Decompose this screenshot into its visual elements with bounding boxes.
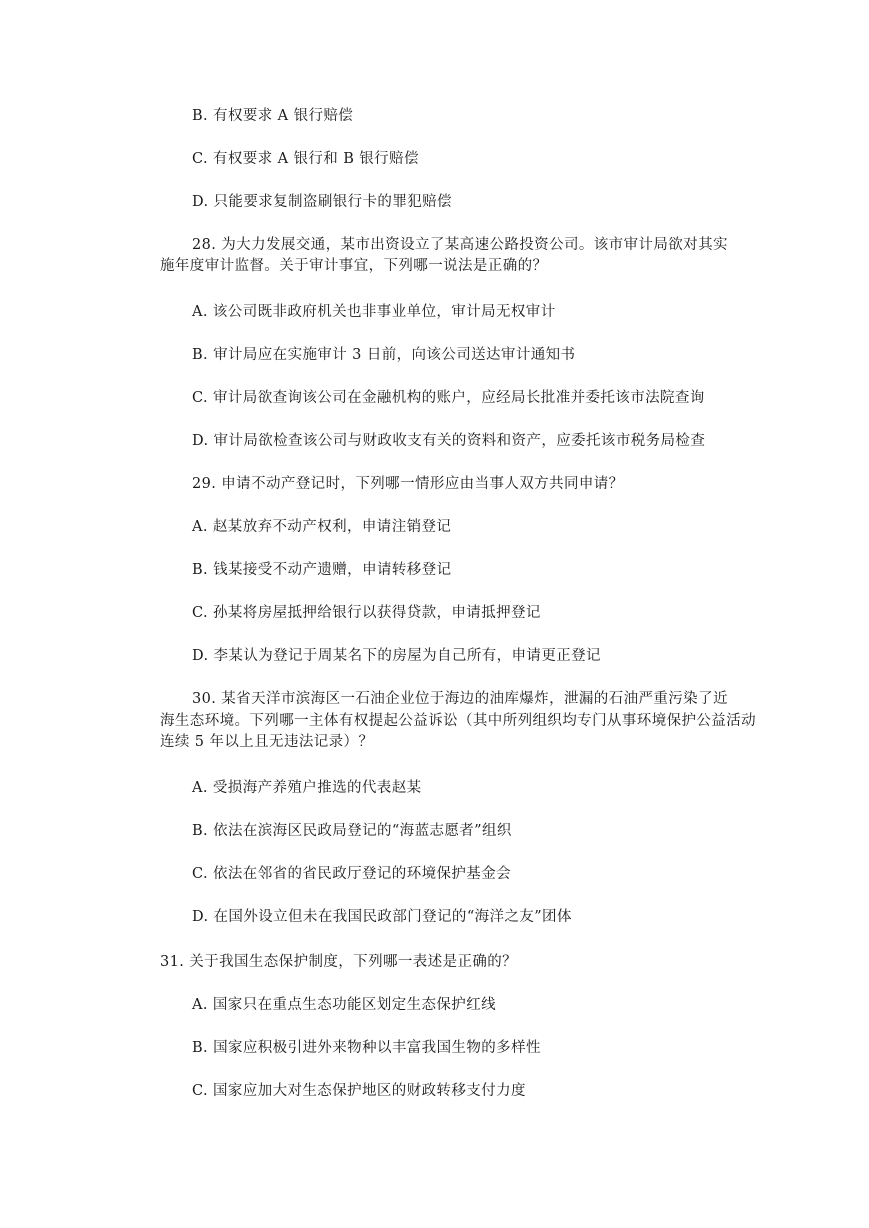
- q30-stem: [192, 689, 792, 710]
- q30-option-d: D. 在国外设立但未在我国民政部门登记的“海洋之友”团体: [192, 909, 572, 925]
- q27-option-b: B. 有权要求 A 银行赔偿: [192, 108, 354, 124]
- q28-option-c: C. 审计局欲查询该公司在金融机构的账户，应经局长批准并委托该市法院查询: [192, 390, 705, 406]
- q28-stem-line1: 28. 为大力发展交通，某市出资设立了某高速公路投资公司。该市审计局欲对其实: [192, 237, 728, 253]
- q29-option-c: C. 孙某将房屋抵押给银行以获得贷款，申请抵押登记: [192, 605, 541, 621]
- q28-option-a: A. 该公司既非政府机关也非事业单位，审计局无权审计: [192, 304, 556, 320]
- q30-stem-line3: 连续 5 年以上且无违法记录）？: [160, 734, 374, 750]
- q31-option-b: B. 国家应积极引进外来物种以丰富我国生物的多样性: [192, 1040, 541, 1056]
- q28-option-b: B. 审计局应在实施审计 3 日前，向该公司送达审计通知书: [192, 347, 576, 363]
- q28-stem-cont: [160, 256, 760, 277]
- q29-option-b: B. 钱某接受不动产遗赠，申请转移登记: [192, 562, 452, 578]
- q27-option-c: C. 有权要求 A 银行和 B 银行赔偿: [192, 151, 419, 167]
- q31-option-a: A. 国家只在重点生态功能区划定生态保护红线: [192, 997, 496, 1013]
- q30-stem-line2: 海生态环境。下列哪一主体有权提起公益诉讼（其中所列组织均专门从事环境保护公益活动: [160, 713, 756, 729]
- q28-stem: [192, 235, 792, 256]
- q30-stem-line1: 30. 某省天洋市滨海区一石油企业位于海边的油库爆炸，泄漏的石油严重污染了近: [192, 691, 728, 707]
- q27-option-d: D. 只能要求复制盗刷银行卡的罪犯赔偿: [192, 194, 452, 210]
- q30-option-c: C. 依法在邻省的省民政厅登记的环境保护基金会: [192, 866, 511, 882]
- q30-option-a: A. 受损海产养殖户推选的代表赵某: [192, 780, 422, 796]
- q31-stem: 31. 关于我国生态保护制度，下列哪一表述是正确的？: [160, 954, 518, 970]
- q30-option-b: B. 依法在滨海区民政局登记的“海蓝志愿者”组织: [192, 823, 512, 839]
- q30-stem-cont: [160, 711, 760, 753]
- q28-stem-line2: 施年度审计监督。关于审计事宜，下列哪一说法是正确的？: [160, 258, 548, 274]
- q29-option-a: A. 赵某放弃不动产权利，申请注销登记: [192, 519, 452, 535]
- q28-option-d: D. 审计局欲检查该公司与财政收支有关的资料和资产，应委托该市税务局检查: [192, 433, 706, 449]
- q29-stem: 29. 申请不动产登记时，下列哪一情形应由当事人双方共同申请？: [192, 476, 624, 492]
- q29-option-d: D. 李某认为登记于周某名下的房屋为自己所有，申请更正登记: [192, 648, 601, 664]
- q31-option-c: C. 国家应加大对生态保护地区的财政转移支付力度: [192, 1083, 526, 1099]
